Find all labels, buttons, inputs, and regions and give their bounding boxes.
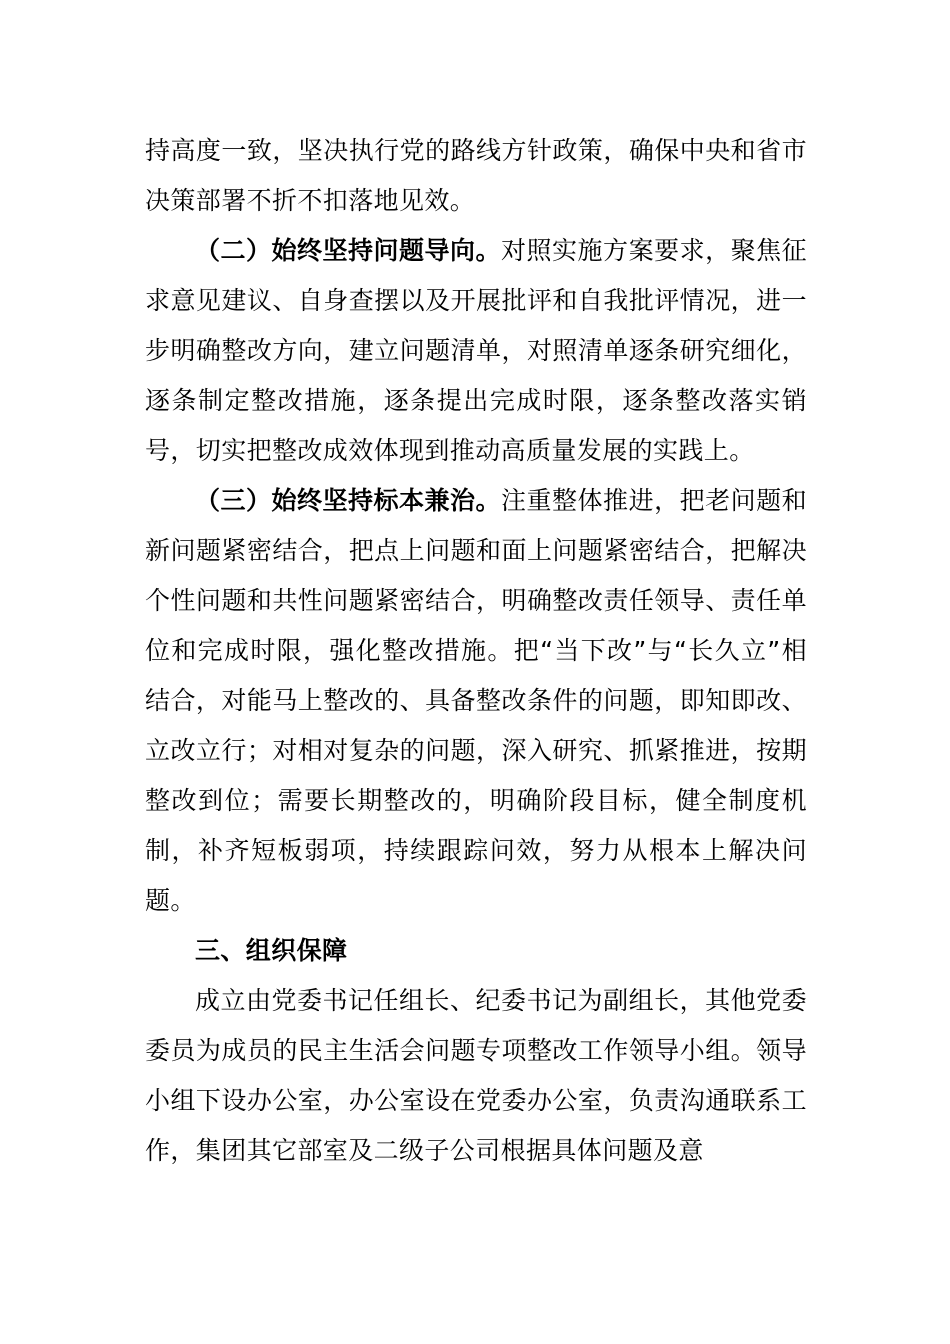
paragraph-root-and-symptoms [145,476,807,926]
document-body [145,126,807,1176]
paragraph-text: 持高度一致，坚决执行党的路线方针政策，确保中央和省市决策部署不折不扣落地见效。 [145,136,807,215]
paragraph-organization [145,976,807,1176]
paragraph-lead-heading: （二）始终坚持问题导向。 [195,236,502,265]
paragraph-problem-orientation [145,226,807,476]
paragraph-continuation [145,126,807,226]
section-heading: 三、组织保障 [195,936,348,965]
paragraph-text: 注重整体推进，把老问题和新问题紧密结合，把点上问题和面上问题紧密结合，把解决个性问题和共性问题紧密结合，明确整改责任领导、责任单位和完成时限，强化整改措施。把“当下改”与“长久立”相结合，对能马上整改的、具备整改条件的问题，即知即改、立改立行；对相对复杂的问题，深入研究、抓紧推进，按期整改到位；需要长期整改的，明确阶段目标，健全制度机制，补齐短板弱项，持续跟踪问效，努力从根本上解决问题。 [145,486,807,915]
paragraph-text: 对照实施方案要求，聚焦征求意见建议、自身查摆以及开展批评和自我批评情况，进一步明确整改方向，建立问题清单，对照清单逐条研究细化，逐条制定整改措施，逐条提出完成时限，逐条整改落实销号，切实把整改成效体现到推动高质量发展的实践上。 [145,236,807,465]
paragraph-text: 成立由党委书记任组长、纪委书记为副组长，其他党委委员为成员的民主生活会问题专项整改工作领导小组。领导小组下设办公室，办公室设在党委办公室，负责沟通联系工作，集团其它部室及二级子公司根据具体问题及意 [145,986,807,1165]
paragraph-lead-heading: （三）始终坚持标本兼治。 [195,486,502,515]
